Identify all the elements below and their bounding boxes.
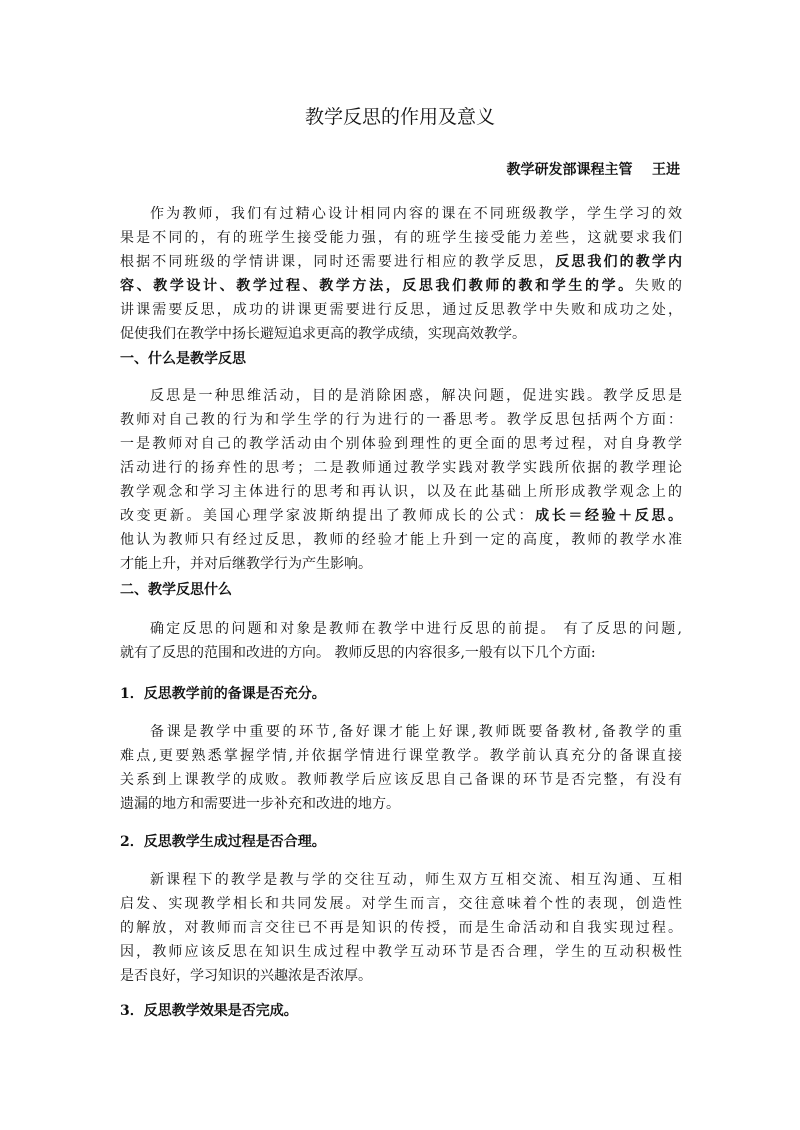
intro-line	[120, 274, 682, 298]
point1-line: 关系到上课教学的成败。教师教学后应该反思自己备课的环节是否完整，有没有	[120, 772, 682, 788]
point2-line: 是否良好，学习知识的兴趣浓是否浓厚。	[120, 968, 372, 984]
section1-text: 改变更新。美国心理学家波斯纳提出了教师成长的公式：	[120, 508, 536, 524]
section2-paragraph	[120, 617, 682, 665]
author-line: 教学研发部课程主管 王进	[506, 162, 680, 178]
section1-line: 教学观念和学习主体进行的思考和再认识，以及在此基础上所形成教学观念上的	[120, 484, 682, 500]
point1-line: 难点,更要熟悉掌握学情,并依据学情进行课堂教学。教学前认真充分的备课直接	[120, 748, 682, 764]
point2-line: 的解放，对教师而言交往已不再是知识的传授，而是生命活动和自我实现过程。	[120, 920, 682, 936]
section1-line	[120, 504, 682, 528]
point2-line: 新课程下的教学是教与学的交往互动，师生双方互相交流、相互沟通、互相	[150, 872, 682, 888]
section1-line: 他认为教师只有经过反思，教师的经验才能上升到一定的高度，教师的教学水准	[120, 532, 682, 548]
section1-line: 才能上升，并对后继教学行为产生影响。	[120, 556, 372, 572]
intro-line: 作为教师，我们有过精心设计相同内容的课在不同班级教学，学生学习的效	[150, 206, 682, 222]
point1-paragraph	[120, 720, 682, 816]
section1-line: 一是教师对自己的教学活动由个别体验到理性的更全面的思考过程，对自身教学	[120, 436, 682, 452]
point1-line: 备课是教学中重要的环节,备好课才能上好课,教师既要备教材,备教学的重	[150, 724, 682, 740]
document-title: 教学反思的作用及意义	[304, 106, 495, 128]
intro-bold-text: 反思我们的教学内	[555, 254, 682, 270]
intro-line: 果是不同的，有的班学生接受能力强，有的班学生接受能力差些，这就要求我们	[120, 230, 682, 246]
section2-line: 就有了反思的范围和改进的方向。 教师反思的内容很多,一般有以下几个方面:	[120, 645, 596, 661]
section1-line: 活动进行的扬弃性的思考；二是教师通过教学实践对教学实践所依据的教学理论	[120, 460, 682, 476]
point2-paragraph	[120, 868, 682, 988]
section2-line: 确定反思的问题和对象是教师在教学中进行反思的前提。 有了反思的问题,	[150, 621, 682, 637]
intro-bold-text: 容、教学设计、教学过程、教学方法，反思我们教师的教和学生的学。	[120, 278, 635, 294]
section-heading-2: 二、教学反思什么	[120, 582, 232, 598]
point-heading-2: 2．反思教学生成过程是否合理。	[120, 834, 326, 850]
point-heading-3: 3．反思教学效果是否完成。	[120, 1003, 298, 1019]
intro-text: 失败的	[634, 278, 682, 294]
intro-line	[120, 250, 682, 274]
growth-formula: 成长＝经验＋反思。	[535, 508, 682, 524]
intro-text: 根据不同班级的学情讲课，同时还需要进行相应的教学反思，	[120, 254, 556, 270]
section1-paragraph	[120, 384, 682, 576]
point2-line: 启发、实现教学相长和共同发展。对学生而言，交往意味着个性的表现，创造性	[120, 896, 682, 912]
point-heading-1: 1．反思教学前的备课是否充分。	[120, 686, 326, 702]
section1-line: 反思是一种思维活动，目的是消除困惑，解决问题，促进实践。教学反思是	[150, 388, 682, 404]
intro-paragraph	[120, 202, 682, 346]
point2-line: 因，教师应该反思在知识生成过程中教学互动环节是否合理，学生的互动积极性	[120, 944, 682, 960]
intro-line: 讲课需要反思，成功的讲课更需要进行反思，通过反思教学中失败和成功之处，	[120, 302, 682, 318]
section-heading-1: 一、什么是教学反思	[120, 351, 246, 367]
section1-line: 教师对自己教的行为和学生学的行为进行的一番思考。教学反思包括两个方面：	[120, 412, 682, 428]
point1-line: 遗漏的地方和需要进一步补充和改进的地方。	[120, 796, 400, 812]
intro-line: 促使我们在教学中扬长避短追求更高的教学成绩，实现高效教学。	[120, 326, 526, 342]
